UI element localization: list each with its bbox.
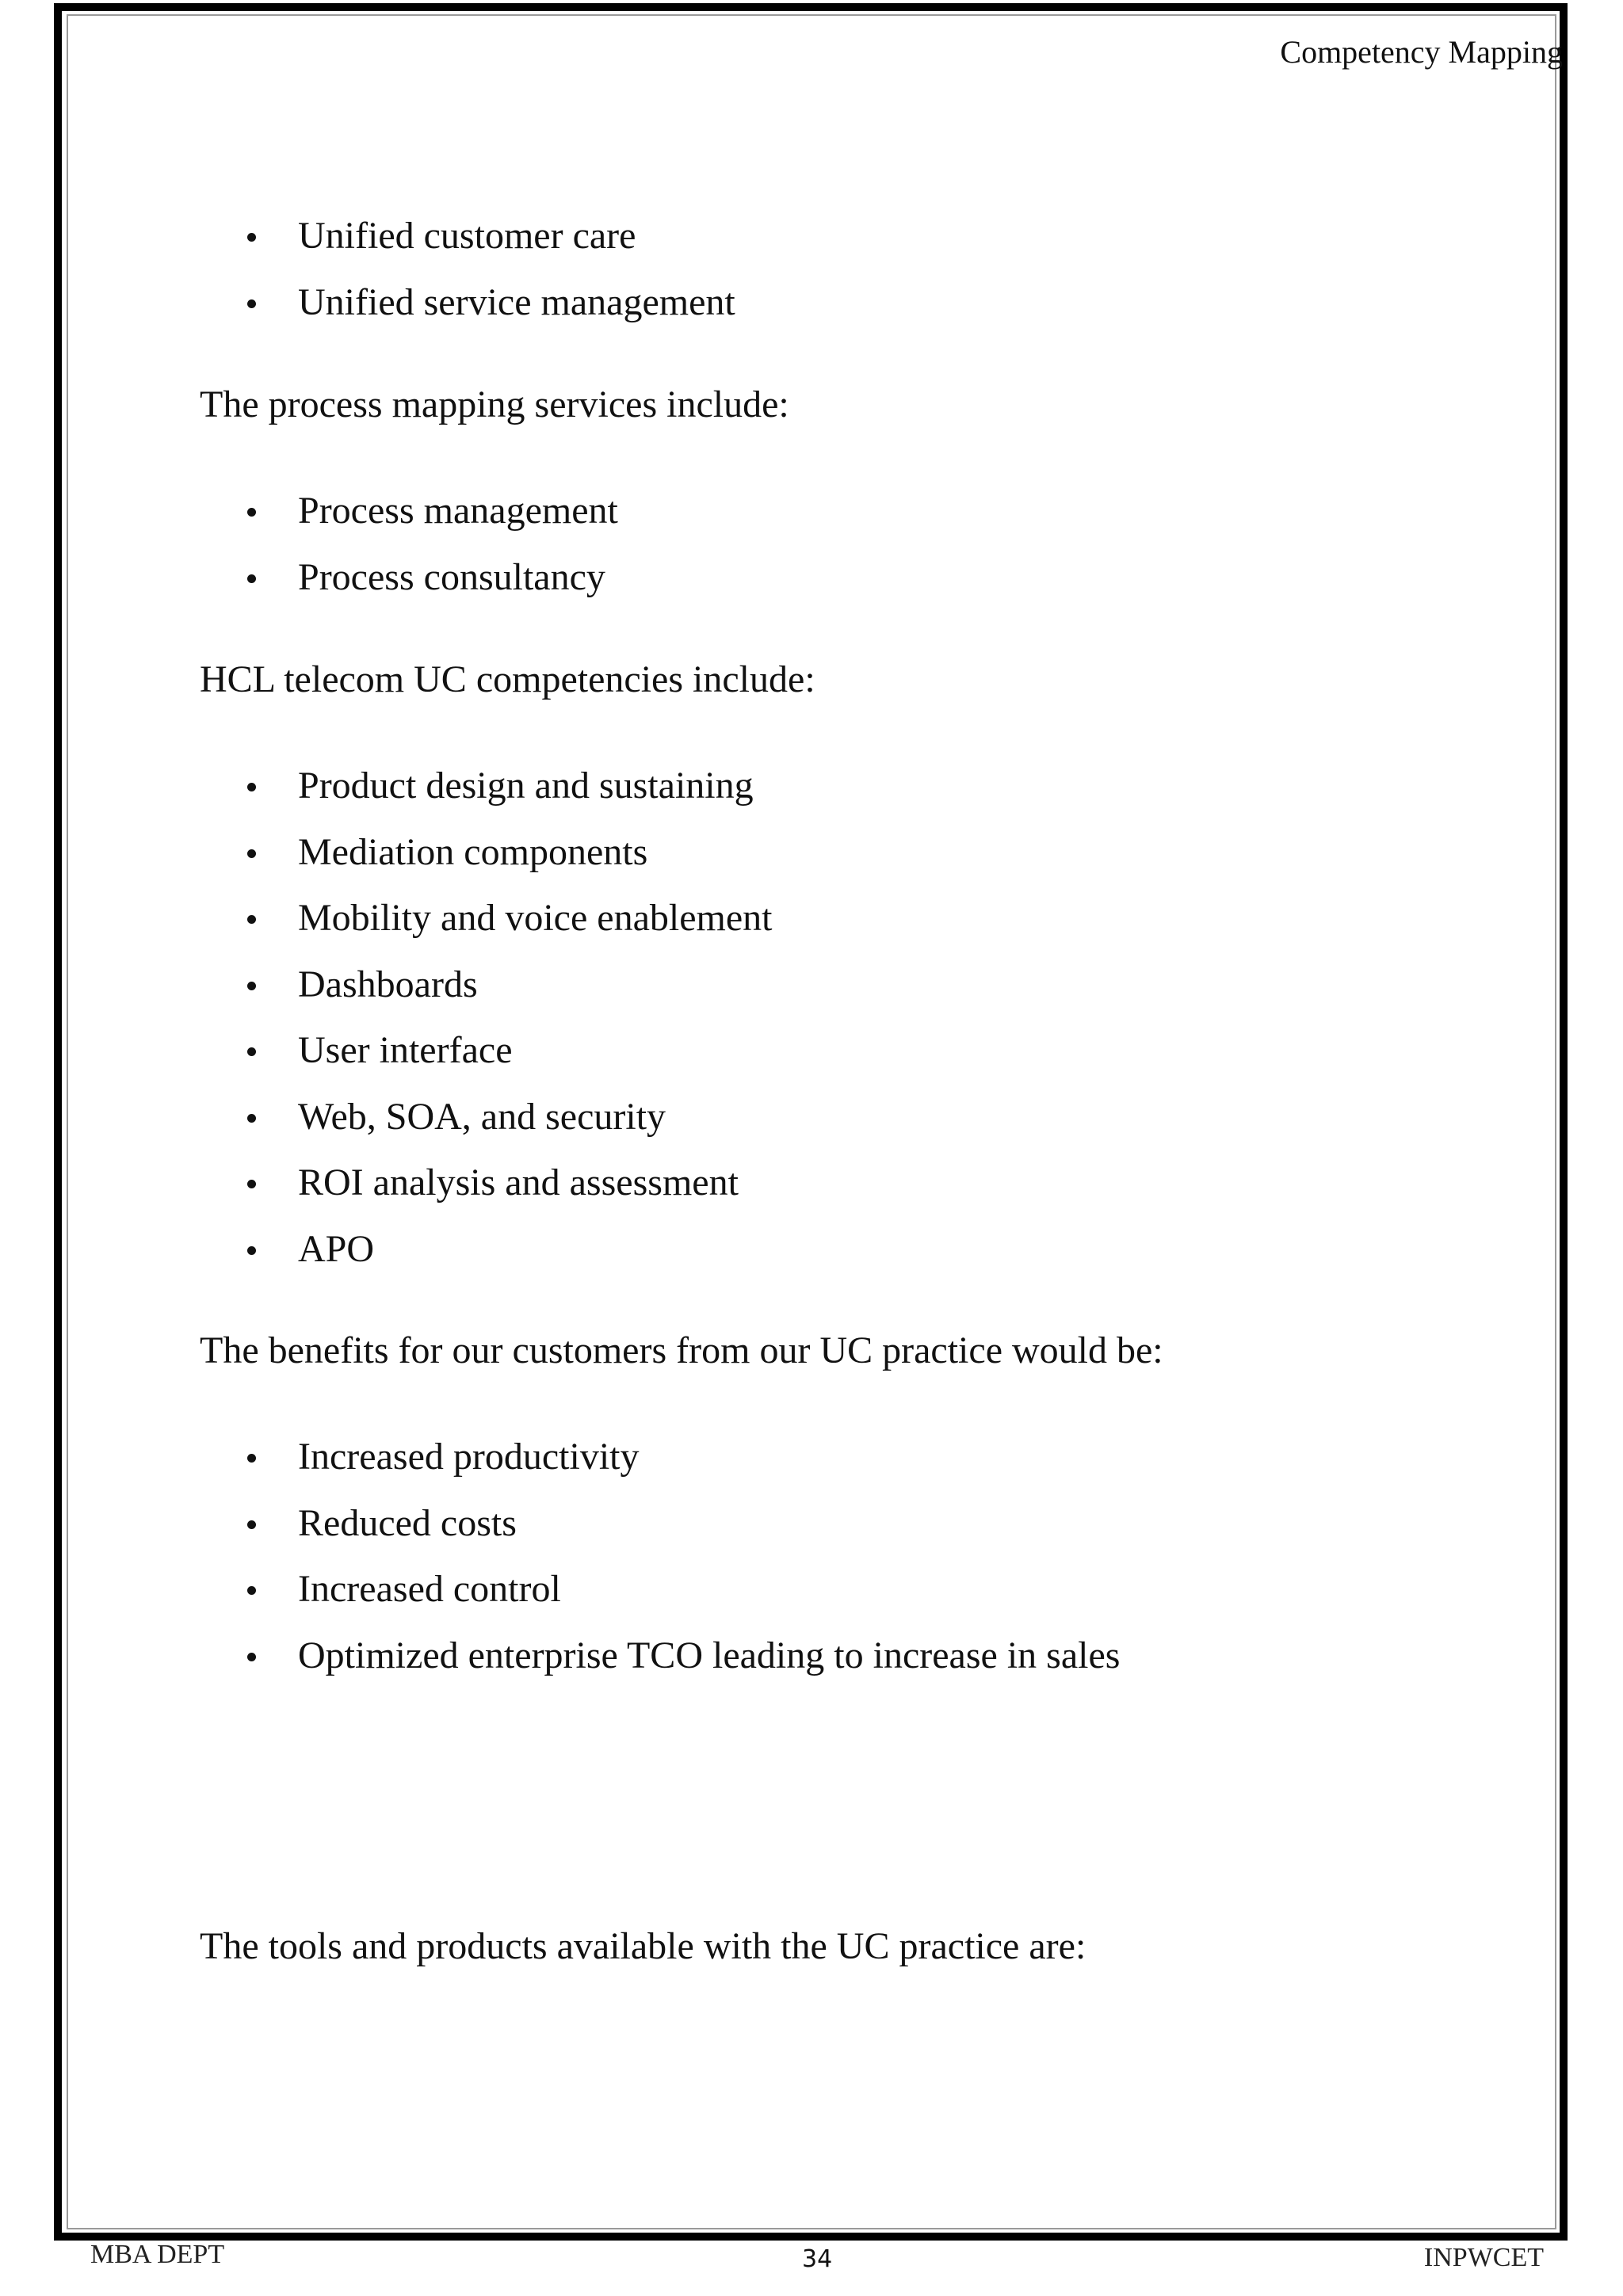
- list-item-text: ROI analysis and assessment: [298, 1161, 739, 1203]
- list-item-text: Process management: [298, 490, 618, 532]
- page-number: 34: [802, 2245, 833, 2273]
- bullet-icon: [247, 1653, 256, 1661]
- bullet-icon: [247, 982, 256, 990]
- bullet-icon: [247, 1180, 256, 1188]
- bullet-icon: [247, 1520, 256, 1529]
- bullet-icon: [247, 783, 256, 791]
- paragraph-benefits: The benefits for our customers from our UC practice would be:: [200, 1329, 1163, 1371]
- page-inner-border: [67, 14, 1556, 2229]
- list-item-text: Mediation components: [298, 830, 648, 873]
- paragraph-competencies: HCL telecom UC competencies include:: [200, 658, 815, 700]
- list-item-text: Reduced costs: [298, 1501, 517, 1544]
- list-item-text: Unified service management: [298, 280, 735, 323]
- list-item-text: Web, SOA, and security: [298, 1095, 666, 1138]
- list-item-text: Unified customer care: [298, 215, 636, 257]
- list-item-text: Optimized enterprise TCO leading to increase in sales: [298, 1634, 1121, 1676]
- bullet-icon: [247, 1114, 256, 1123]
- footer-department: MBA DEPT: [90, 2240, 225, 2269]
- list-item-text: Process consultancy: [298, 555, 605, 598]
- bullet-icon: [247, 1454, 256, 1463]
- list-item-text: Dashboards: [298, 963, 478, 1005]
- bullet-icon: [247, 849, 256, 858]
- bullet-icon: [247, 915, 256, 924]
- running-header: Competency Mapping: [1280, 34, 1563, 70]
- list-item-text: Mobility and voice enablement: [298, 897, 773, 939]
- bullet-icon: [247, 574, 256, 583]
- bullet-icon: [247, 1246, 256, 1255]
- bullet-icon: [247, 233, 256, 242]
- bullet-icon: [247, 299, 256, 308]
- footer-institution: INPWCET: [1423, 2243, 1544, 2272]
- bullet-icon: [247, 508, 256, 517]
- bullet-icon: [247, 1586, 256, 1595]
- paragraph-tools-products: The tools and products available with the UC practice are:: [200, 1925, 1086, 1967]
- paragraph-process-mapping: The process mapping services include:: [200, 383, 789, 425]
- list-item-text: User interface: [298, 1029, 513, 1071]
- bullet-icon: [247, 1047, 256, 1056]
- list-item-text: Product design and sustaining: [298, 765, 754, 807]
- list-item-text: Increased productivity: [298, 1436, 640, 1478]
- list-item-text: APO: [298, 1227, 375, 1270]
- list-item-text: Increased control: [298, 1568, 561, 1610]
